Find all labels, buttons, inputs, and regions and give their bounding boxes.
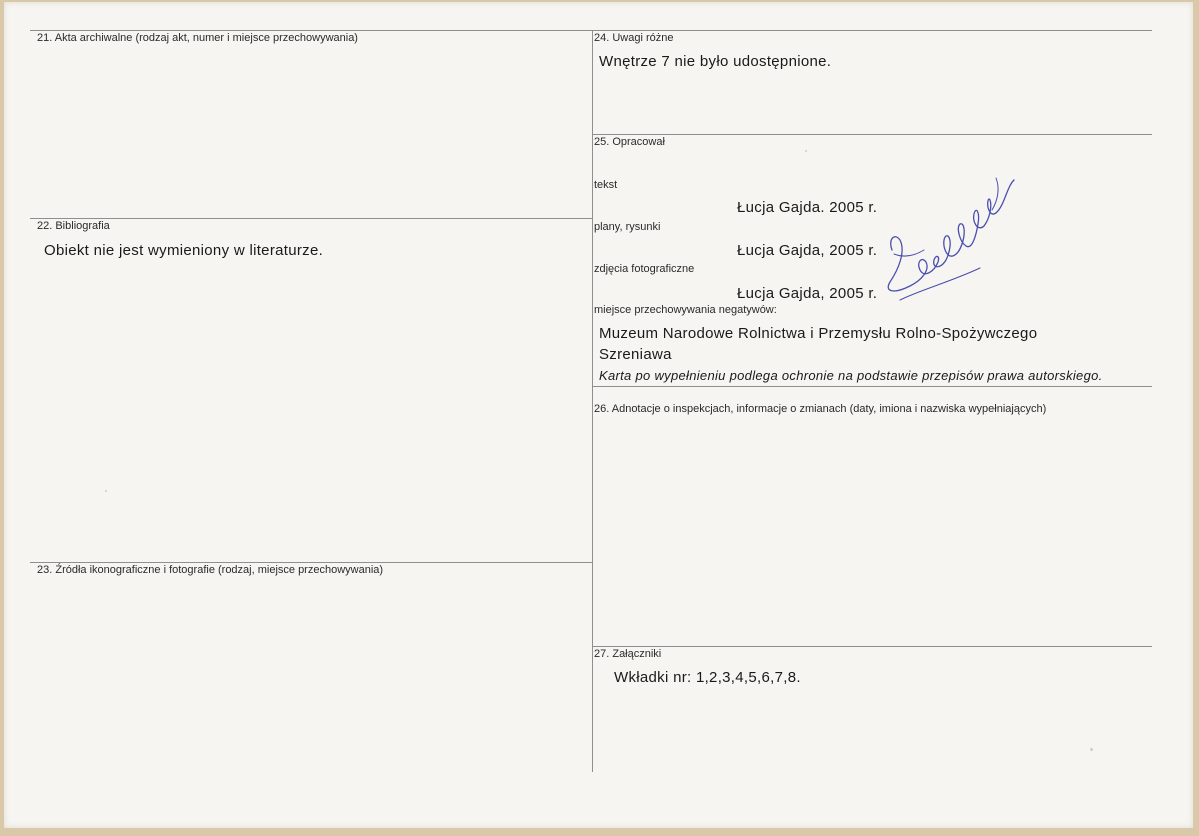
zdjecia-label: zdjęcia fotograficzne	[594, 263, 695, 275]
field-25-label: 25. Opracował	[594, 136, 665, 148]
tekst-label: tekst	[594, 179, 618, 191]
field-27-value: Wkładki nr: 1,2,3,4,5,6,7,8.	[614, 669, 801, 686]
rule-section-25	[592, 134, 1152, 135]
plany-value: Łucja Gajda, 2005 r.	[737, 242, 878, 259]
rule-section-23	[30, 562, 593, 563]
paper-speck	[805, 150, 807, 152]
rule-section-26	[592, 386, 1152, 387]
field-23-label: 23. Źródła ikonograficzne i fotografie (rodzaj, miejsce przechowywania)	[37, 564, 384, 576]
form-sheet	[4, 2, 1193, 828]
signature	[880, 170, 1030, 320]
field-26-label: 26. Adnotacje o inspekcjach, informacje o zmianach (daty, imiona i nazwiska wypełniających)	[594, 403, 1047, 415]
column-divider	[592, 30, 593, 772]
top-rule	[30, 30, 1152, 31]
field-24-value: Wnętrze 7 nie było udostępnione.	[599, 53, 832, 70]
field-24-label: 24. Uwagi różne	[594, 32, 674, 44]
paper-speck	[105, 490, 107, 492]
rule-section-27	[592, 646, 1152, 647]
negatywy-label: miejsce przechowywania negatywów:	[594, 304, 777, 316]
field-21-label: 21. Akta archiwalne (rodzaj akt, numer i miejsce przechowywania)	[37, 32, 358, 44]
field-22-value: Obiekt nie jest wymieniony w literaturze.	[44, 242, 324, 259]
zdjecia-value: Łucja Gajda, 2005 r.	[737, 285, 878, 302]
field-27-label: 27. Załączniki	[594, 648, 662, 660]
rule-section-22	[30, 218, 593, 219]
copyright-note: Karta po wypełnieniu podlega ochronie na podstawie przepisów prawa autorskiego.	[599, 368, 1103, 383]
negatywy-line-1: Muzeum Narodowe Rolnictwa i Przemysłu Rolno-Spożywczego	[599, 325, 1038, 342]
plany-label: plany, rysunki	[594, 221, 661, 233]
field-22-label: 22. Bibliografia	[37, 220, 110, 232]
tekst-value: Łucja Gajda. 2005 r.	[737, 199, 878, 216]
negatywy-line-2: Szreniawa	[599, 346, 672, 363]
paper-speck	[1090, 748, 1093, 751]
